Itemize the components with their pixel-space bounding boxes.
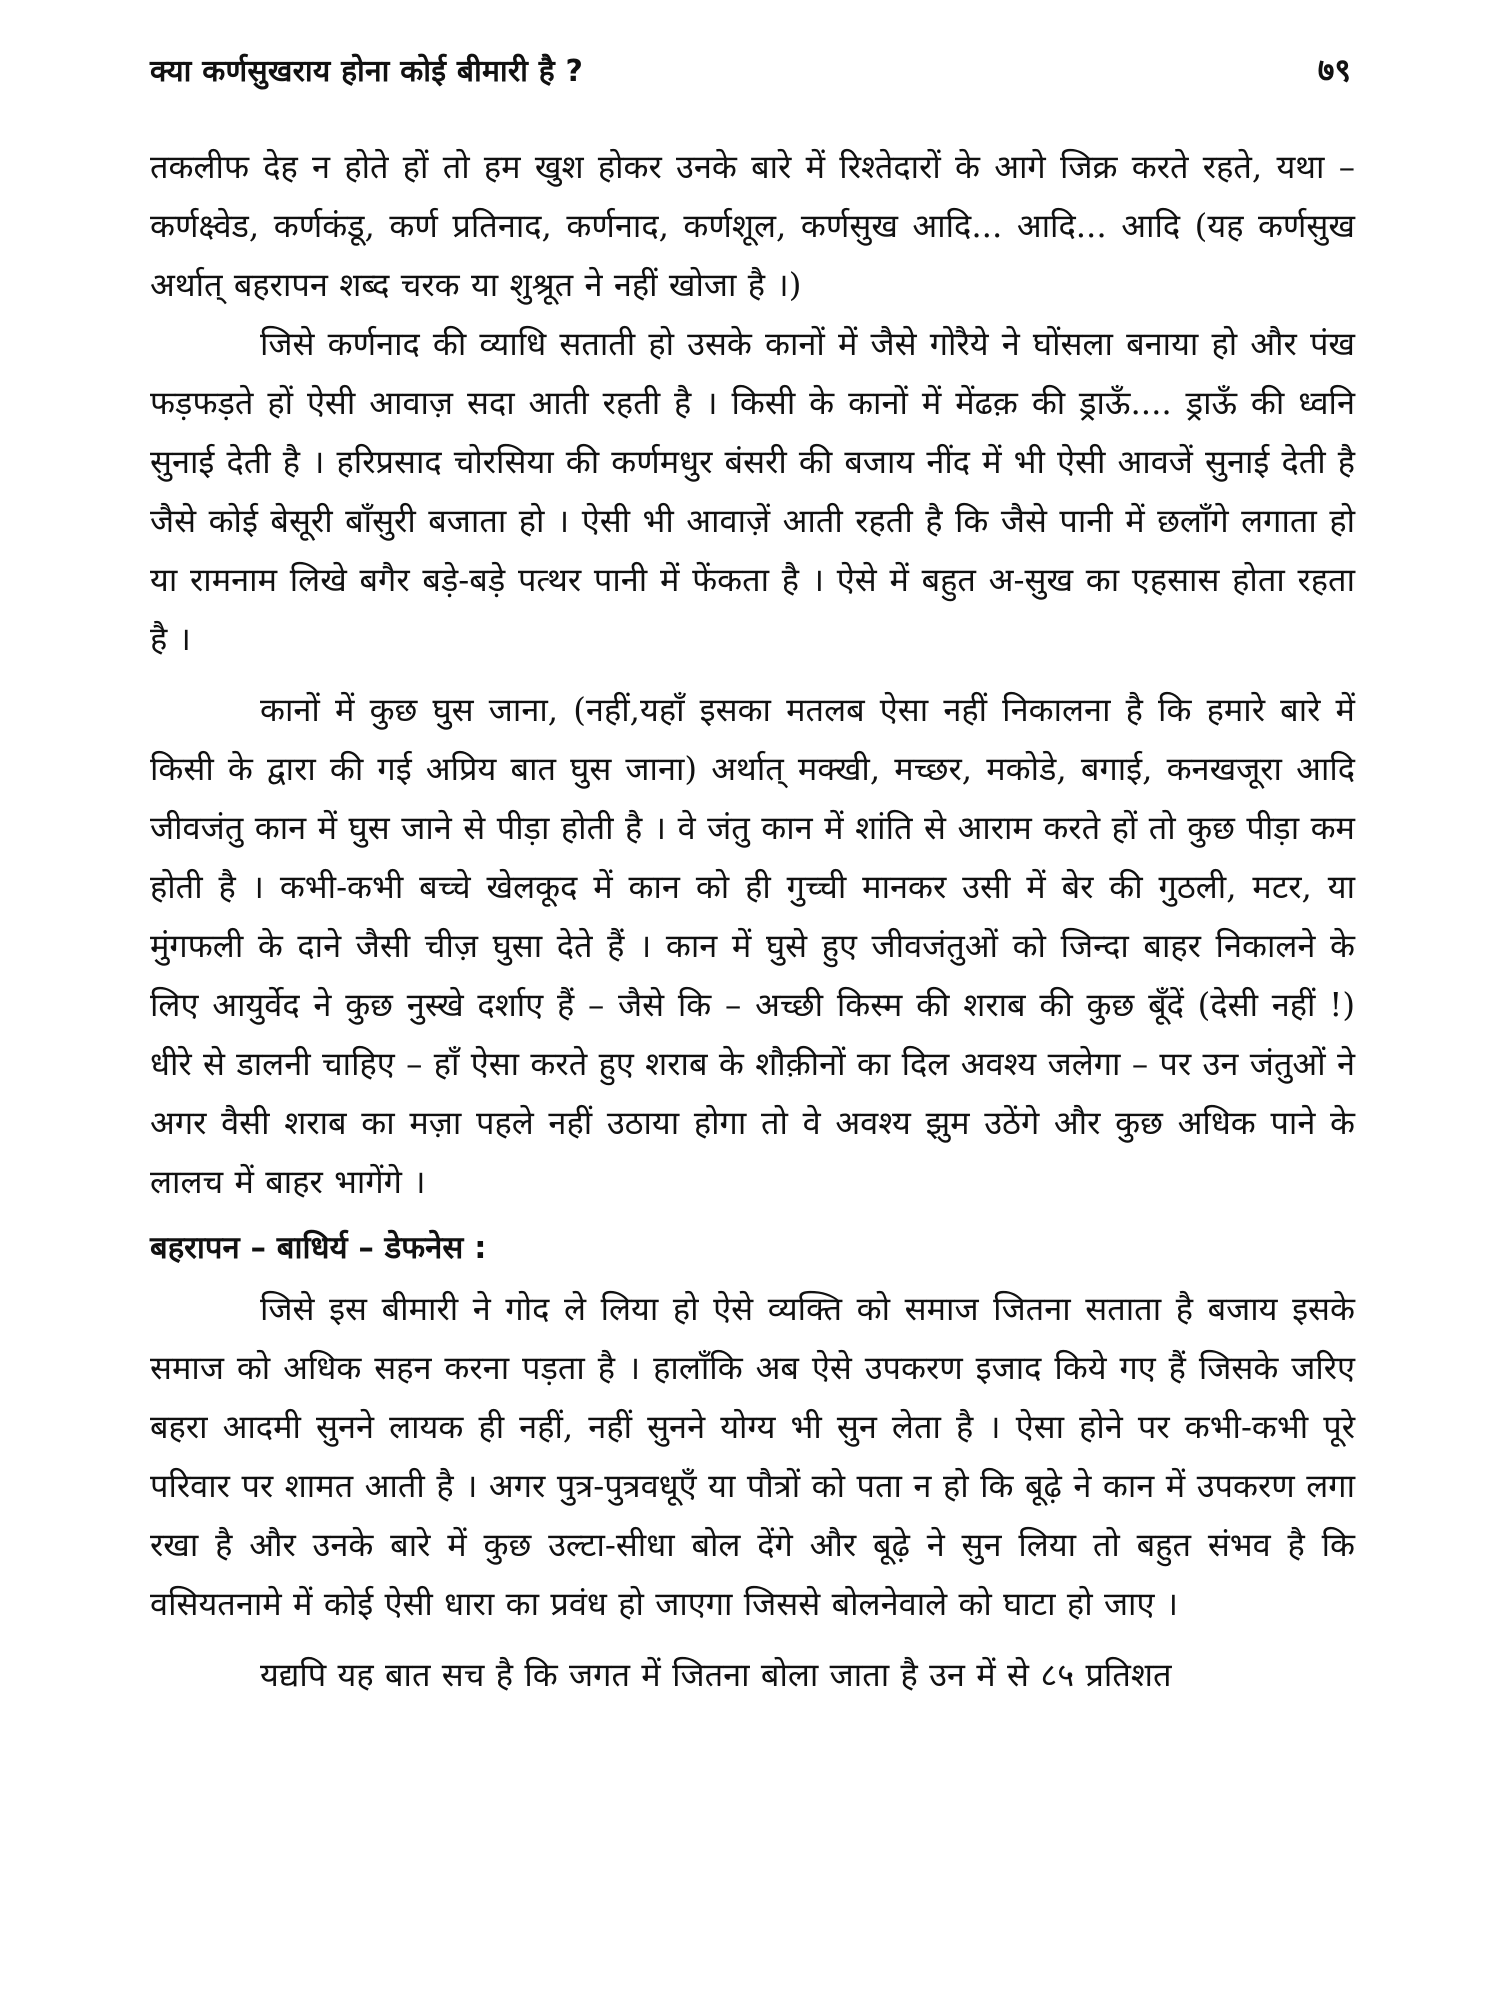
page-number: ७९ [1317, 51, 1351, 89]
paragraph-foreign-body: कानों में कुछ घुस जाना, (नहीं,यहाँ इसका मतलब ऐसा नहीं निकालना है कि हमारे बारे में किसी के द्वारा की गई अप्रिय बात घुस जाना) अर्थात् मक्खी, मच्छर, मकोडे, बगाई, कनखजूरा आदि जीवजंतु कान में घुस जाने से पीड़ा होती है । वे जंतु कान में शांति से आराम करते हों तो कुछ पीड़ा कम होती है । कभी-कभी बच्चे खेलकूद में कान को ही गुच्ची मानकर उसी में बेर की गुठली, मटर, या मुंगफली के दाने जैसी चीज़ घुसा देते हैं । कान में घुसे हुए जीवजंतुओं को जिन्दा बाहर निकालने के लिए आयुर्वेद ने कुछ नुस्खे दर्शाए हैं – जैसे कि – अच्छी किस्म की शराब की कुछ बूँदें (देसी नहीं !) धीरे से डालनी चाहिए – हाँ ऐसा करते हुए शराब के शौक़ीनों का दिल अवश्य जलेगा – पर उन जंतुओं ने अगर वैसी शराब का मज़ा पहले नहीं उठाया होगा तो वे अवश्य झुम उठेंगे और कुछ अधिक पाने के लालच में बाहर भागेंगे । [150, 691, 1355, 1201]
paragraph-continued: तकलीफ देह न होते हों तो हम खुश होकर उनके बारे में रिश्तेदारों के आगे जिक्र करते रहते, यथा – कर्णक्ष्वेड, कर्णकंडू, कर्ण प्रतिनाद, कर्णनाद, कर्णशूल, कर्णसुख आदि... आदि... आदि (यह कर्णसुख अर्थात् बहरापन शब्द चरक या शुश्रूत ने नहीं खोजा है ।) [150, 148, 1355, 304]
running-header [150, 48, 1355, 110]
paragraph-karnanad: जिसे कर्णनाद की व्याधि सताती हो उसके कानों में जैसे गोरैये ने घोंसला बनाया हो और पंख फड़फड़ते हों ऐसी आवाज़ सदा आती रहती है । किसी के कानों में मेंढक़ की ड्राऊँ.... ड्राऊँ की ध्वनि सुनाई देती है । हरिप्रसाद चोरसिया की कर्णमधुर बंसरी की बजाय नींद में भी ऐसी आवजें सुनाई देती है जैसे कोई बेसूरी बाँसुरी बजाता हो । ऐसी भी आवाज़ें आती रहती है कि जैसे पानी में छलाँगे लगाता हो या रामनाम लिखे बगैर बड़े-बड़े पत्थर पानी में फेंकता है । ऐसे में बहुत अ-सुख का एहसास होता रहता है । [150, 325, 1355, 658]
running-title: क्या कर्णसुखराय होना कोई बीमारी है ? [150, 54, 584, 89]
book-page [150, 48, 1355, 1978]
body-text [150, 138, 1355, 1705]
section-heading-deafness: बहरापन – बाधिर्य – डेफनेस : [150, 1230, 487, 1266]
paragraph-last: यद्यपि यह बात सच है कि जगत में जितना बोला जाता है उन में से ८५ प्रतिशत [260, 1656, 1172, 1694]
paragraph-deafness: जिसे इस बीमारी ने गोद ले लिया हो ऐसे व्यक्ति को समाज जितना सताता है बजाय इसके समाज को अधिक सहन करना पड़ता है । हालाँकि अब ऐसे उपकरण इजाद किये गए हैं जिसके जरिए बहरा आदमी सुनने लायक ही नहीं, नहीं सुनने योग्य भी सुन लेता है । ऐसा होने पर कभी-कभी पूरे परिवार पर शामत आती है । अगर पुत्र-पुत्रवधूएँ या पौत्रों को पता न हो कि बूढ़े ने कान में उपकरण लगा रखा है और उनके बारे में कुछ उल्टा-सीधा बोल देंगे और बूढ़े ने सुन लिया तो बहुत संभव है कि वसियतनामे में कोई ऐसी धारा का प्रवंध हो जाएगा जिससे बोलनेवाले को घाटा हो जाए । [150, 1290, 1355, 1623]
